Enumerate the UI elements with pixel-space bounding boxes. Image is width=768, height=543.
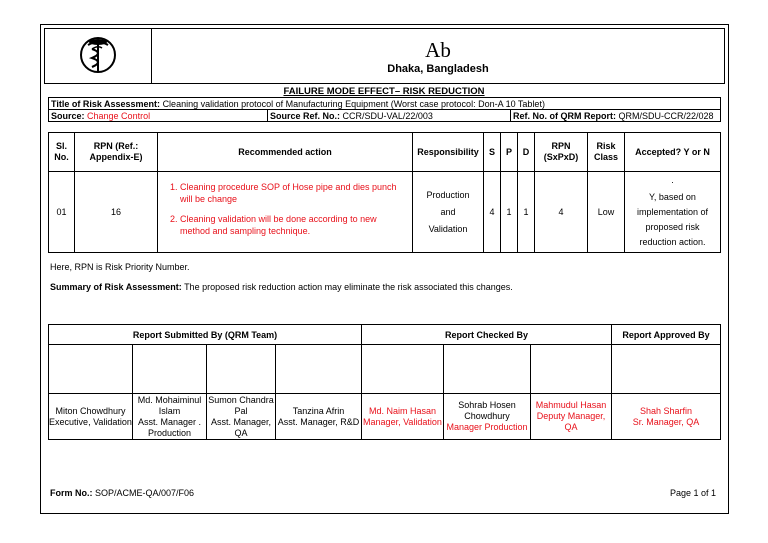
signatory-naim: [362, 394, 444, 440]
table-row: [49, 172, 721, 253]
signatory-title: Deputy Manager, QA: [536, 411, 606, 432]
cell-rpn-calc: 4: [535, 172, 588, 253]
cell-sl: 01: [49, 172, 75, 253]
list-item: 2. Cleaning validation will be done according to new method and sampling technique.: [180, 213, 408, 237]
caduceus-logo-icon: [78, 31, 118, 77]
cell-p: 1: [501, 172, 518, 253]
action-list: [162, 181, 408, 237]
title-of-assessment: [49, 98, 721, 110]
list-item: 1. Cleaning procedure SOP of Hose pipe and dies punch will be change: [180, 181, 408, 205]
title-label: Title of Risk Assessment:: [51, 98, 161, 109]
signatory-title: Asst. Manager . Production: [137, 416, 202, 438]
qrm-ref-cell: [511, 110, 721, 122]
form-number-label: Form No.:: [50, 488, 93, 498]
header-rpn: RPN (Ref.: Appendix-E): [75, 133, 158, 172]
summary-label: Summary of Risk Assessment:: [50, 282, 182, 292]
signatory-name: Shah Sharfin: [639, 405, 693, 416]
header-sl: Sl. No.: [49, 133, 75, 172]
signatory-name: Md. Naim Hasan: [368, 405, 437, 416]
signature-space: [133, 345, 207, 394]
accepted-text: Y, based on implementation of proposed risk reduction action.: [636, 191, 709, 247]
signatory-title: Manager Production: [446, 422, 528, 432]
signature-space: [207, 345, 276, 394]
header-accepted: Accepted? Y or N: [625, 133, 721, 172]
risk-reduction-table: [48, 132, 721, 253]
company-cell: [152, 29, 725, 84]
source-ref-cell: [268, 110, 511, 122]
cell-s: 4: [484, 172, 501, 253]
signatory-name: Tanzina Afrin: [292, 405, 345, 416]
source-cell: [49, 110, 268, 122]
cell-responsibility: [413, 172, 484, 253]
cell-accepted: [625, 172, 721, 253]
cell-d: 1: [518, 172, 535, 253]
source-ref-label: Source Ref. No.:: [270, 110, 341, 121]
signature-space: [276, 345, 362, 394]
header-d: D: [518, 133, 535, 172]
signatory-mohaiminul: [133, 394, 207, 440]
approved-header: Report Approved By: [612, 325, 721, 345]
summary: [50, 282, 513, 292]
cell-actions: [158, 172, 413, 253]
signatory-name: Sumon Chandra Pal: [208, 394, 274, 416]
signatory-title: Executive, Validation: [49, 416, 132, 427]
signatory-title: Manager, Validation: [363, 416, 442, 427]
accepted-mark: ·: [671, 176, 674, 187]
header-s: S: [484, 133, 501, 172]
checked-header: Report Checked By: [362, 325, 612, 345]
signatory-name: Miton Chowdhury: [55, 405, 126, 416]
responsibility-line: Validation: [428, 223, 468, 234]
summary-text: The proposed risk reduction action may eliminate the risk associated this changes.: [184, 282, 513, 292]
responsibility-line: and: [440, 206, 456, 217]
source-label: Source:: [51, 110, 85, 121]
signatory-title: Sr. Manager, QA: [632, 416, 700, 427]
qrm-ref-label: Ref. No. of QRM Report:: [513, 110, 616, 121]
signature-space: [49, 345, 133, 394]
signatory-shah: [612, 394, 721, 440]
responsibility-line: Production: [426, 189, 470, 200]
source-value: Change Control: [87, 110, 151, 121]
company-name: Ab: [425, 37, 451, 62]
signature-table: [48, 324, 721, 440]
submitted-header: Report Submitted By (QRM Team): [49, 325, 362, 345]
header-action: Recommended action: [158, 133, 413, 172]
logo-cell: [45, 29, 152, 84]
title-value: Cleaning validation protocol of Manufacturing Equipment (Worst case protocol: Don-A 10 Tablet): [162, 98, 545, 109]
signatory-mahmudul: [531, 394, 612, 440]
signatory-title: Asst. Manager, R&D: [277, 416, 360, 427]
signatory-name: Mahmudul Hasan: [535, 400, 607, 410]
header-risk-class: Risk Class: [588, 133, 625, 172]
assessment-info-table: [48, 97, 721, 122]
form-number: [50, 488, 194, 498]
header-rpn-calc: RPN (SxPxD): [535, 133, 588, 172]
signature-space: [444, 345, 531, 394]
signatory-title: Asst. Manager, QA: [210, 416, 272, 438]
cell-risk-class: Low: [588, 172, 625, 253]
signature-space: [531, 345, 612, 394]
source-ref-value: CCR/SDU-VAL/22/003: [342, 110, 433, 121]
signatory-name: Sohrab Hosen Chowdhury: [458, 400, 516, 421]
form-number-value: SOP/ACME-QA/007/F06: [95, 488, 195, 498]
qrm-ref-value: QRM/SDU-CCR/22/028: [618, 110, 714, 121]
signatory-miton: [49, 394, 133, 440]
rpn-note: Here, RPN is Risk Priority Number.: [50, 262, 190, 272]
signatory-name: Md. Mohaiminul Islam: [137, 394, 202, 416]
header-responsibility: Responsibility: [413, 133, 484, 172]
signatory-sohrab: [444, 394, 531, 440]
header-p: P: [501, 133, 518, 172]
cell-rpn: 16: [75, 172, 158, 253]
signatory-sumon: [207, 394, 276, 440]
company-city: Dhaka, Bangladesh: [387, 62, 489, 75]
form-title: FAILURE MODE EFFECT– RISK REDUCTION: [283, 86, 485, 97]
signatory-tanzina: [276, 394, 362, 440]
document-header: [44, 28, 725, 84]
signature-space: [362, 345, 444, 394]
page-number: Page 1 of 1: [669, 488, 716, 498]
signature-space: [612, 345, 721, 394]
